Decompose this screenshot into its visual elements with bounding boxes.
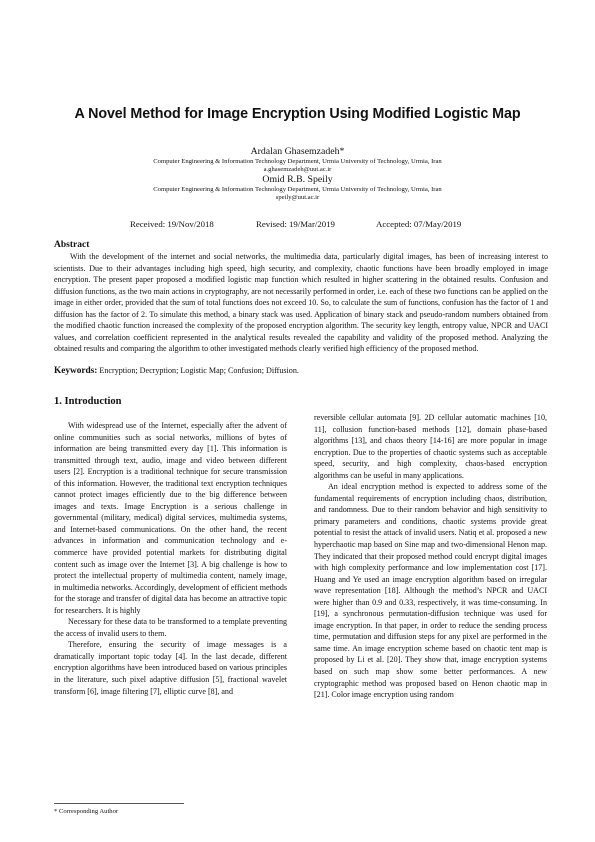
author-name-1: Ardalan Ghasemzadeh* bbox=[250, 146, 345, 157]
revised-date: Revised: 19/Mar/2019 bbox=[256, 219, 335, 229]
author-affiliation-1: Computer Engineering & Information Technology Department, Urmia University of Technology, Urmia, Iran bbox=[153, 158, 442, 165]
paper-title: A Novel Method for Image Encryption Using Modified Logistic Map bbox=[74, 106, 521, 122]
author-affiliation-2: Computer Engineering & Information Technology Department, Urmia University of Technology, Urmia, Iran bbox=[153, 186, 442, 193]
paragraph: Necessary for these data to be transformed to a template preventing the access of invalid users to them. bbox=[54, 617, 287, 638]
keywords-text: Encryption; Decryption; Logistic Map; Confusion; Diffusion. bbox=[99, 366, 299, 375]
paragraph: With widespread use of the Internet, especially after the advent of online communities such as social networks, millions of bytes of information are being transmitted every day [1]. This information is transmitted through text, audio, image and video between different users [2]. Encryption is a traditional technique for secure transmission of this information. However, the traditional text encryption techniques cannot protect images efficiently due to the big difference between images and texts. Image Encryption is a serious challenge in governmental (military, medical) digital services, multimedia systems, and Internet-based communications. On the other hand, the recent advances in information and communication technology and e-commerce have provided potential markets for distributing digital content such as image over the Internet [3]. A big challenge is how to protect the intellectual property of multimedia content, namely image, in multimedia networks. Accordingly, development of efficient methods for the storage and transfer of digital data has become an attractive topic for researchers. It is highly bbox=[54, 421, 287, 615]
author-email-1: a.ghasemzadeh@uut.ac.ir bbox=[263, 166, 332, 173]
footnote: * Corresponding Author bbox=[54, 808, 119, 815]
paragraph: Therefore, ensuring the security of image messages is a dramatically important topic today [4]. In the last decade, different encryption algorithms have been introduced based on various principles in the literature, such pixel adaptive diffusion [5], fractional wavelet transform [6], image filtering [7], elliptic curve [8], and bbox=[54, 640, 287, 696]
accepted-date: Accepted: 07/May/2019 bbox=[376, 219, 462, 229]
author-name-2: Omid R.B. Speily bbox=[262, 174, 333, 185]
section-heading-introduction: 1. Introduction bbox=[54, 396, 122, 407]
abstract-heading: Abstract bbox=[54, 240, 90, 250]
paragraph: An ideal encryption method is expected to address some of the fundamental requirements of encryption including chaos, distribution, and randomness. Due to their random behavior and high sensitivity to primary parameters and conditions, chaotic systems provide great potential to resist the attack of invalid users. Natiq et al. proposed a new hyperchaotic map based on Sine map and two-dimensional Henon map. They indicated that their proposed method could encrypt digital images with high complexity performance and low implementation cost [17]. Huang and Ye used an image encryption algorithm based on irregular wave representation [18]. Although the method’s NPCR and UACI were higher than 0.9 and 0.33, respectively, it was time-consuming. In [19], a synchronous permutation-diffusion technique was used for image encryption. In that paper, in order to reduce the sending process time, permutation and diffusion steps for any pixel are performed in the same time. An image encryption scheme based on chaotic tent map is proposed by Li et al. [20]. They show that, image encryption systems based on such map show some better performances. A new cryptographic method was proposed based on Henon chaotic map in [21]. Color image encryption using random bbox=[314, 482, 547, 700]
right-column bbox=[314, 412, 547, 701]
received-date: Received: 19/Nov/2018 bbox=[130, 219, 214, 229]
author-email-2: speily@uut.ac.ir bbox=[275, 194, 320, 201]
keywords bbox=[54, 365, 548, 377]
keywords-label: Keywords: bbox=[54, 366, 98, 376]
abstract-text: With the development of the internet and social networks, the multimedia data, particularly digital images, has been of increasing interest to scientists. Due to their advantages including high speed, high security, and complexity, chaotic functions have been broadly employed in image encryption. The present paper proposed a modified logistic map function which resulted in higher scattering in the obtained results. Confusion and diffusion functions, as the two main actions in cryptography, are not necessarily performed in order, i.e. each of these two functions can be applied on the image in either order, provided that the sum of total functions does not exceed 10. So, to calculate the sum of functions, confusion has the factor of 1 and diffusion has the factor of 2. To simulate this method, a binary stack was used. Application of binary stack and pseudo-random numbers obtained from the modified chaotic function increased the complexity of the proposed encryption algorithm. The security key length, entropy value, NPCR and UACI values, and correlation coefficient represented in the analytical results revealed the capability and validity of the proposed method. Analyzing the obtained results and comparing the algorithm to other investigated methods clearly verified high efficiency of the proposed method. bbox=[54, 252, 548, 353]
footnote-rule bbox=[54, 803, 184, 804]
paragraph: reversible cellular automata [9]. 2D cellular automatic machines [10, 11], collusion function-based methods [12], domain phase-based algorithms [13], and chaos theory [14-16] are more popular in image encryption. Due to the properties of chaotic systems such as acceptable speed, security, and high complexity, chaos-based encryption algorithms can be useful in many applications. bbox=[314, 413, 547, 480]
left-column bbox=[54, 420, 287, 697]
